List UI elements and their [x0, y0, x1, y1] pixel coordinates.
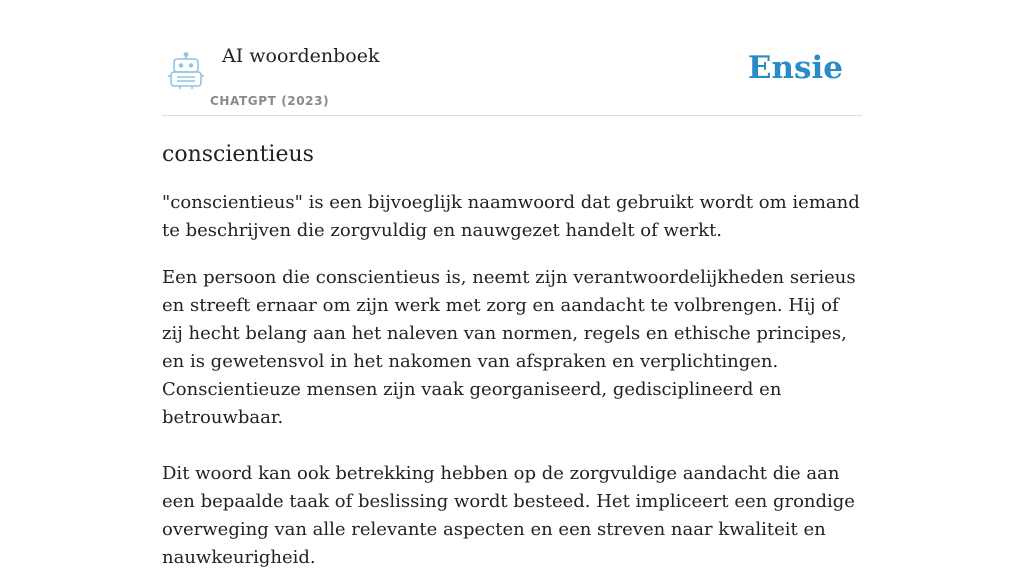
dictionary-title: AI woordenboek	[222, 45, 380, 67]
header	[162, 0, 862, 116]
content-container	[162, 0, 862, 572]
source-label: CHATGPT (2023)	[210, 94, 330, 108]
brand-logo-link[interactable]: Ensie	[747, 50, 843, 86]
definition-paragraph-1: "conscientieus" is een bijvoeglijk naamwoord dat gebruikt wordt om iemand te beschrijven die zorgvuldig en nauwgezet handelt of werkt.	[162, 192, 860, 241]
definition-paragraph-3: Dit woord kan ook betrekking hebben op de zorgvuldige aandacht die aan een bepaalde taak of beslissing wordt besteed. Het impliceert een grondige overweging van alle relevante aspecten en een streven naar kwaliteit en nauwkeurigheid.	[162, 463, 855, 568]
entry-term: conscientieus	[162, 142, 314, 167]
definition-paragraph-2: Een persoon die conscientieus is, neemt zijn verantwoordelijkheden serieus en streeft ernaar om zijn werk met zorg en aandacht te volbrengen. Hij of zij hecht belang aan het naleven van normen, regels en ethische principes, en is gewetensvol in het nakomen van afspraken en verplichtingen. Conscientieuze mensen zijn vaak georganiseerd, gedisciplineerd en betrouwbaar.	[162, 267, 856, 428]
robot-icon	[166, 52, 206, 90]
